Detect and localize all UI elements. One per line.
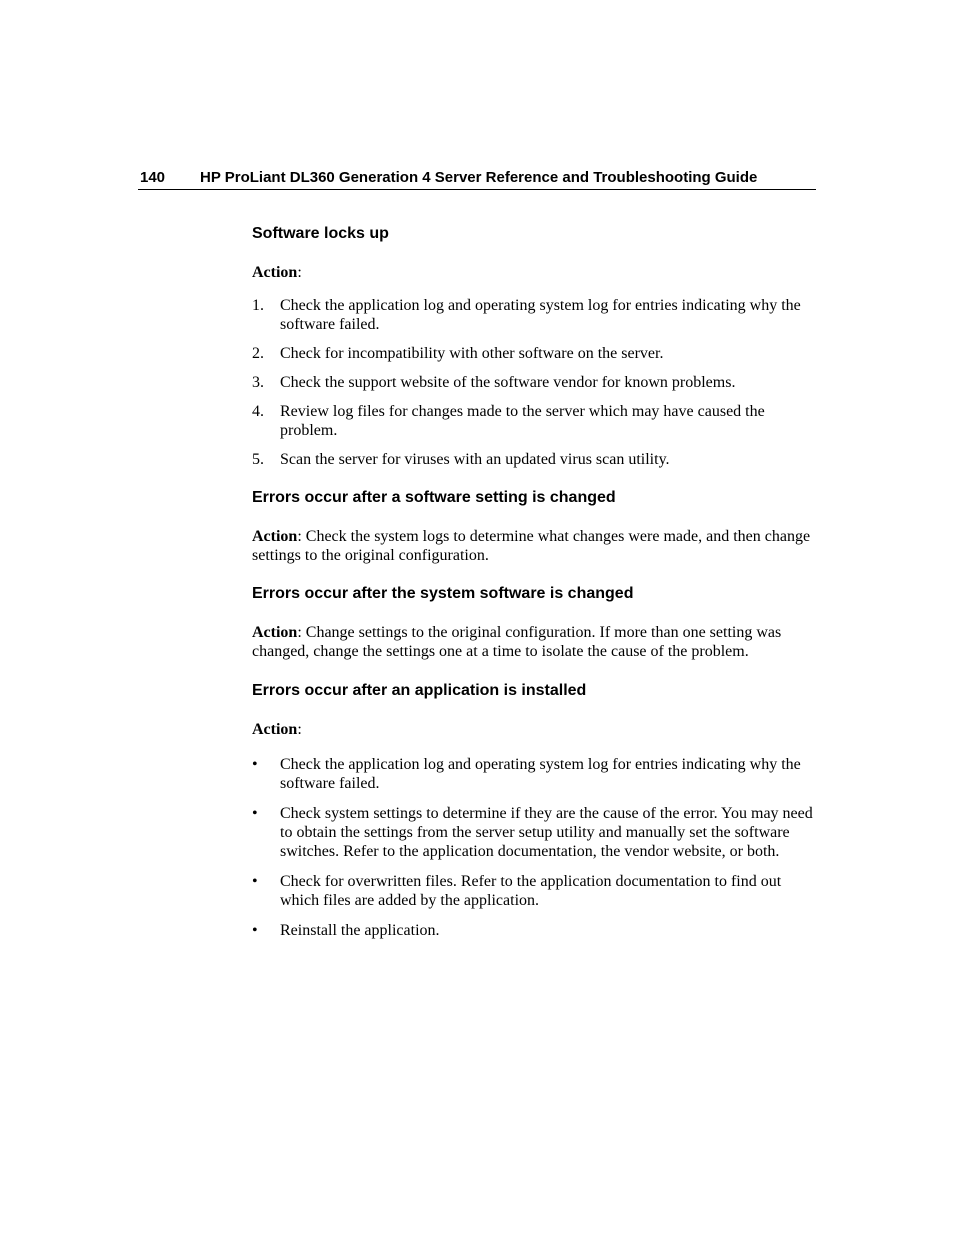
numbered-steps-list — [252, 296, 818, 469]
running-header — [138, 168, 816, 190]
section-heading-software-setting-changed: Errors occur after a software setting is changed — [252, 489, 616, 506]
action-label: Action — [252, 528, 298, 545]
bullet-marker: • — [252, 873, 258, 890]
document-title: HP ProLiant DL360 Generation 4 Server Reference and Troubleshooting Guide — [200, 169, 758, 186]
list-number: 3. — [252, 374, 264, 391]
action-paragraph — [252, 527, 818, 565]
list-item-text: Check the support website of the software vendor for known problems. — [280, 374, 736, 391]
list-number: 1. — [252, 297, 264, 314]
list-item-text: Check the application log and operating system log for entries indicating why the software failed. — [280, 297, 801, 333]
action-text: : Check the system logs to determine what changes were made, and then change settings to the original configuration. — [252, 528, 811, 564]
list-number: 4. — [252, 403, 264, 420]
list-item — [252, 804, 818, 861]
list-item — [252, 755, 818, 793]
list-item — [252, 296, 818, 334]
action-text: : Change settings to the original configuration. If more than one setting was changed, change the settings one at a time to isolate the cause of the problem. — [252, 624, 782, 660]
list-item-text: Review log files for changes made to the server which may have caused the problem. — [280, 403, 765, 439]
list-item-text: Check the application log and operating system log for entries indicating why the software failed. — [280, 756, 801, 792]
list-item — [252, 872, 818, 910]
section-heading-application-installed: Errors occur after an application is installed — [252, 682, 587, 699]
page-number: 140 — [140, 169, 166, 186]
list-number: 2. — [252, 345, 264, 362]
action-text: : — [297, 721, 302, 738]
section-heading-system-software-changed: Errors occur after the system software is changed — [252, 585, 634, 602]
list-item — [252, 344, 818, 363]
list-item-text: Check for incompatibility with other software on the server. — [280, 345, 664, 362]
section-heading-software-locks-up: Software locks up — [252, 225, 389, 242]
action-text: : — [297, 264, 302, 281]
action-paragraph — [252, 720, 818, 739]
action-label: Action — [252, 721, 298, 738]
list-item — [252, 373, 818, 392]
list-item — [252, 450, 818, 469]
action-label: Action — [252, 624, 298, 641]
bullet-marker: • — [252, 922, 258, 939]
action-paragraph — [252, 263, 818, 282]
list-item — [252, 402, 818, 440]
bullet-marker: • — [252, 756, 258, 773]
list-item-text: Check system settings to determine if they are the cause of the error. You may need to obtain the settings from the server setup utility and manually set the software switches. Refer to the application documentation, the vendor website, or both. — [280, 805, 813, 860]
list-number: 5. — [252, 451, 264, 468]
bulleted-list — [252, 755, 818, 940]
action-paragraph — [252, 623, 818, 661]
bullet-marker: • — [252, 805, 258, 822]
list-item-text: Reinstall the application. — [280, 922, 440, 939]
action-label: Action — [252, 264, 298, 281]
page-content — [252, 224, 818, 940]
list-item — [252, 921, 818, 940]
list-item-text: Scan the server for viruses with an updated virus scan utility. — [280, 451, 670, 468]
list-item-text: Check for overwritten files. Refer to the application documentation to find out which files are added by the application. — [280, 873, 782, 909]
